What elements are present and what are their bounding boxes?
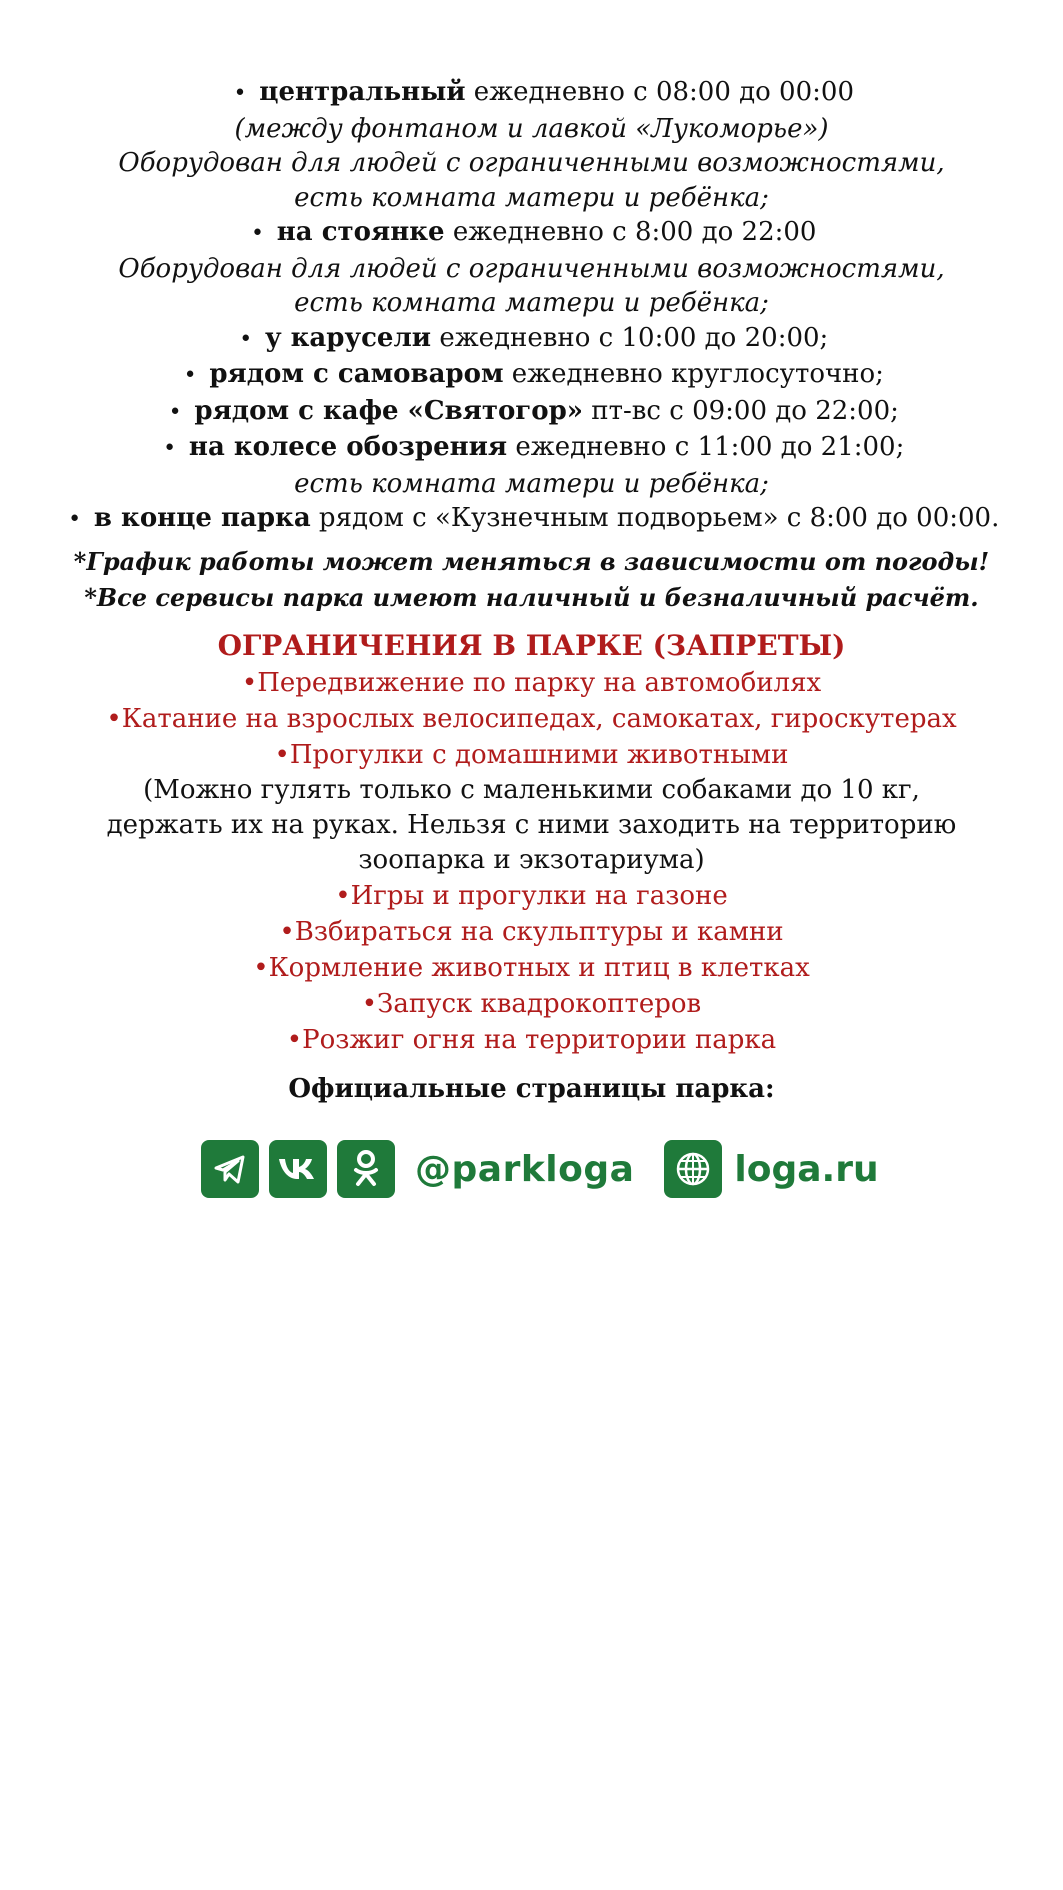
toilet-schedule: ежедневно с 8:00 до 22:00 (444, 217, 817, 247)
toilet-schedule: ежедневно круглосуточно; (503, 359, 884, 389)
restriction-item: •Игры и прогулки на газоне (335, 881, 728, 911)
payment-note: *Все сервисы парка имеют наличный и безналичный расчёт. (84, 583, 979, 612)
restrictions-section (0, 627, 1063, 1058)
telegram-icon[interactable] (201, 1140, 259, 1198)
bullet: • (251, 221, 264, 246)
odnoklassniki-icon[interactable] (337, 1140, 395, 1198)
toilet-name: центральный (259, 77, 466, 107)
restriction-item: •Передвижение по парку на автомобилях (241, 668, 822, 698)
toilet-name: рядом с кафе «Святогор» (194, 395, 584, 426)
restriction-item: •Розжиг огня на территории парка (286, 1025, 777, 1055)
bullet: • (361, 989, 378, 1019)
restrictions-title: ОГРАНИЧЕНИЯ В ПАРКЕ (ЗАПРЕТЫ) (217, 629, 846, 662)
vk-icon[interactable] (269, 1140, 327, 1198)
pet-note-line: зоопарка и экзотариума) (358, 845, 705, 875)
toilet-note: (между фонтаном и лавкой «Лукоморье») (234, 113, 829, 144)
bullet: • (163, 436, 177, 461)
globe-icon[interactable] (664, 1140, 722, 1198)
bullet: • (68, 507, 82, 532)
toilet-schedule: ежедневно с 11:00 до 21:00; (507, 432, 905, 462)
bullet: • (168, 399, 182, 425)
list-item (0, 394, 1063, 431)
list-item (0, 75, 1063, 112)
restriction-item: •Катание на взрослых велосипедах, самокатах, гироскутерах (106, 704, 957, 734)
toilet-schedule: ежедневно с 08:00 до 00:00 (465, 77, 854, 107)
toilet-note: есть комната матери и ребёнка; (294, 468, 769, 499)
list-item (0, 215, 1063, 252)
toilet-note: есть комната матери и ребёнка; (294, 182, 769, 213)
bullet: • (239, 326, 253, 352)
bullet: • (253, 953, 269, 983)
social-links (201, 1140, 879, 1198)
restriction-item: •Кормление животных и птиц в клетках (253, 953, 810, 983)
list-item (0, 501, 1063, 538)
list-item (0, 357, 1063, 394)
toilet-schedule: пт-вс с 09:00 до 22:00; (583, 395, 899, 426)
notes-block (0, 544, 1063, 616)
restriction-item: •Взбираться на скульптуры и камни (279, 917, 784, 947)
official-pages-title: Официальные страницы парка: (288, 1074, 775, 1104)
toilet-note: Оборудован для людей с ограниченными возможностями, (118, 253, 945, 284)
bullet: • (241, 668, 258, 698)
official-pages (0, 1072, 1063, 1106)
restriction-item: •Прогулки с домашними животными (274, 740, 789, 770)
toilet-note: Оборудован для людей с ограниченными возможностями, (118, 148, 945, 178)
toilet-name: в конце парка (93, 503, 311, 533)
toilet-name: на стоянке (276, 217, 445, 247)
restriction-item: •Запуск квадрокоптеров (361, 989, 702, 1019)
weather-note: *График работы может меняться в зависимости от погоды! (73, 547, 990, 576)
website-link[interactable]: loga.ru (734, 1148, 879, 1190)
bullet: • (279, 917, 295, 947)
toilet-name: рядом с самоваром (209, 359, 504, 389)
toilet-name: на колесе обозрения (188, 432, 508, 462)
toilet-schedule: рядом с «Кузнечным подворьем» с 8:00 до 00:00. (310, 503, 1000, 533)
bullet: • (274, 740, 290, 770)
bullet: • (106, 704, 122, 734)
bullet: • (183, 363, 197, 388)
pet-note-line: (Можно гулять только с маленькими собаками до 10 кг, (143, 775, 920, 805)
bullet: • (335, 881, 351, 911)
list-item (0, 430, 1063, 467)
bullet: • (286, 1025, 303, 1055)
toilet-schedule: ежедневно с 10:00 до 20:00; (431, 322, 829, 353)
social-handle[interactable]: @parkloga (415, 1148, 635, 1190)
toilet-note: есть комната матери и ребёнка; (294, 288, 769, 318)
list-item (0, 321, 1063, 358)
bullet: • (233, 81, 247, 106)
pet-note-line: держать их на руках. Нельзя с ними заходить на территорию (106, 810, 957, 840)
toilet-name: у карусели (264, 322, 432, 353)
toilets-list (0, 75, 1063, 538)
